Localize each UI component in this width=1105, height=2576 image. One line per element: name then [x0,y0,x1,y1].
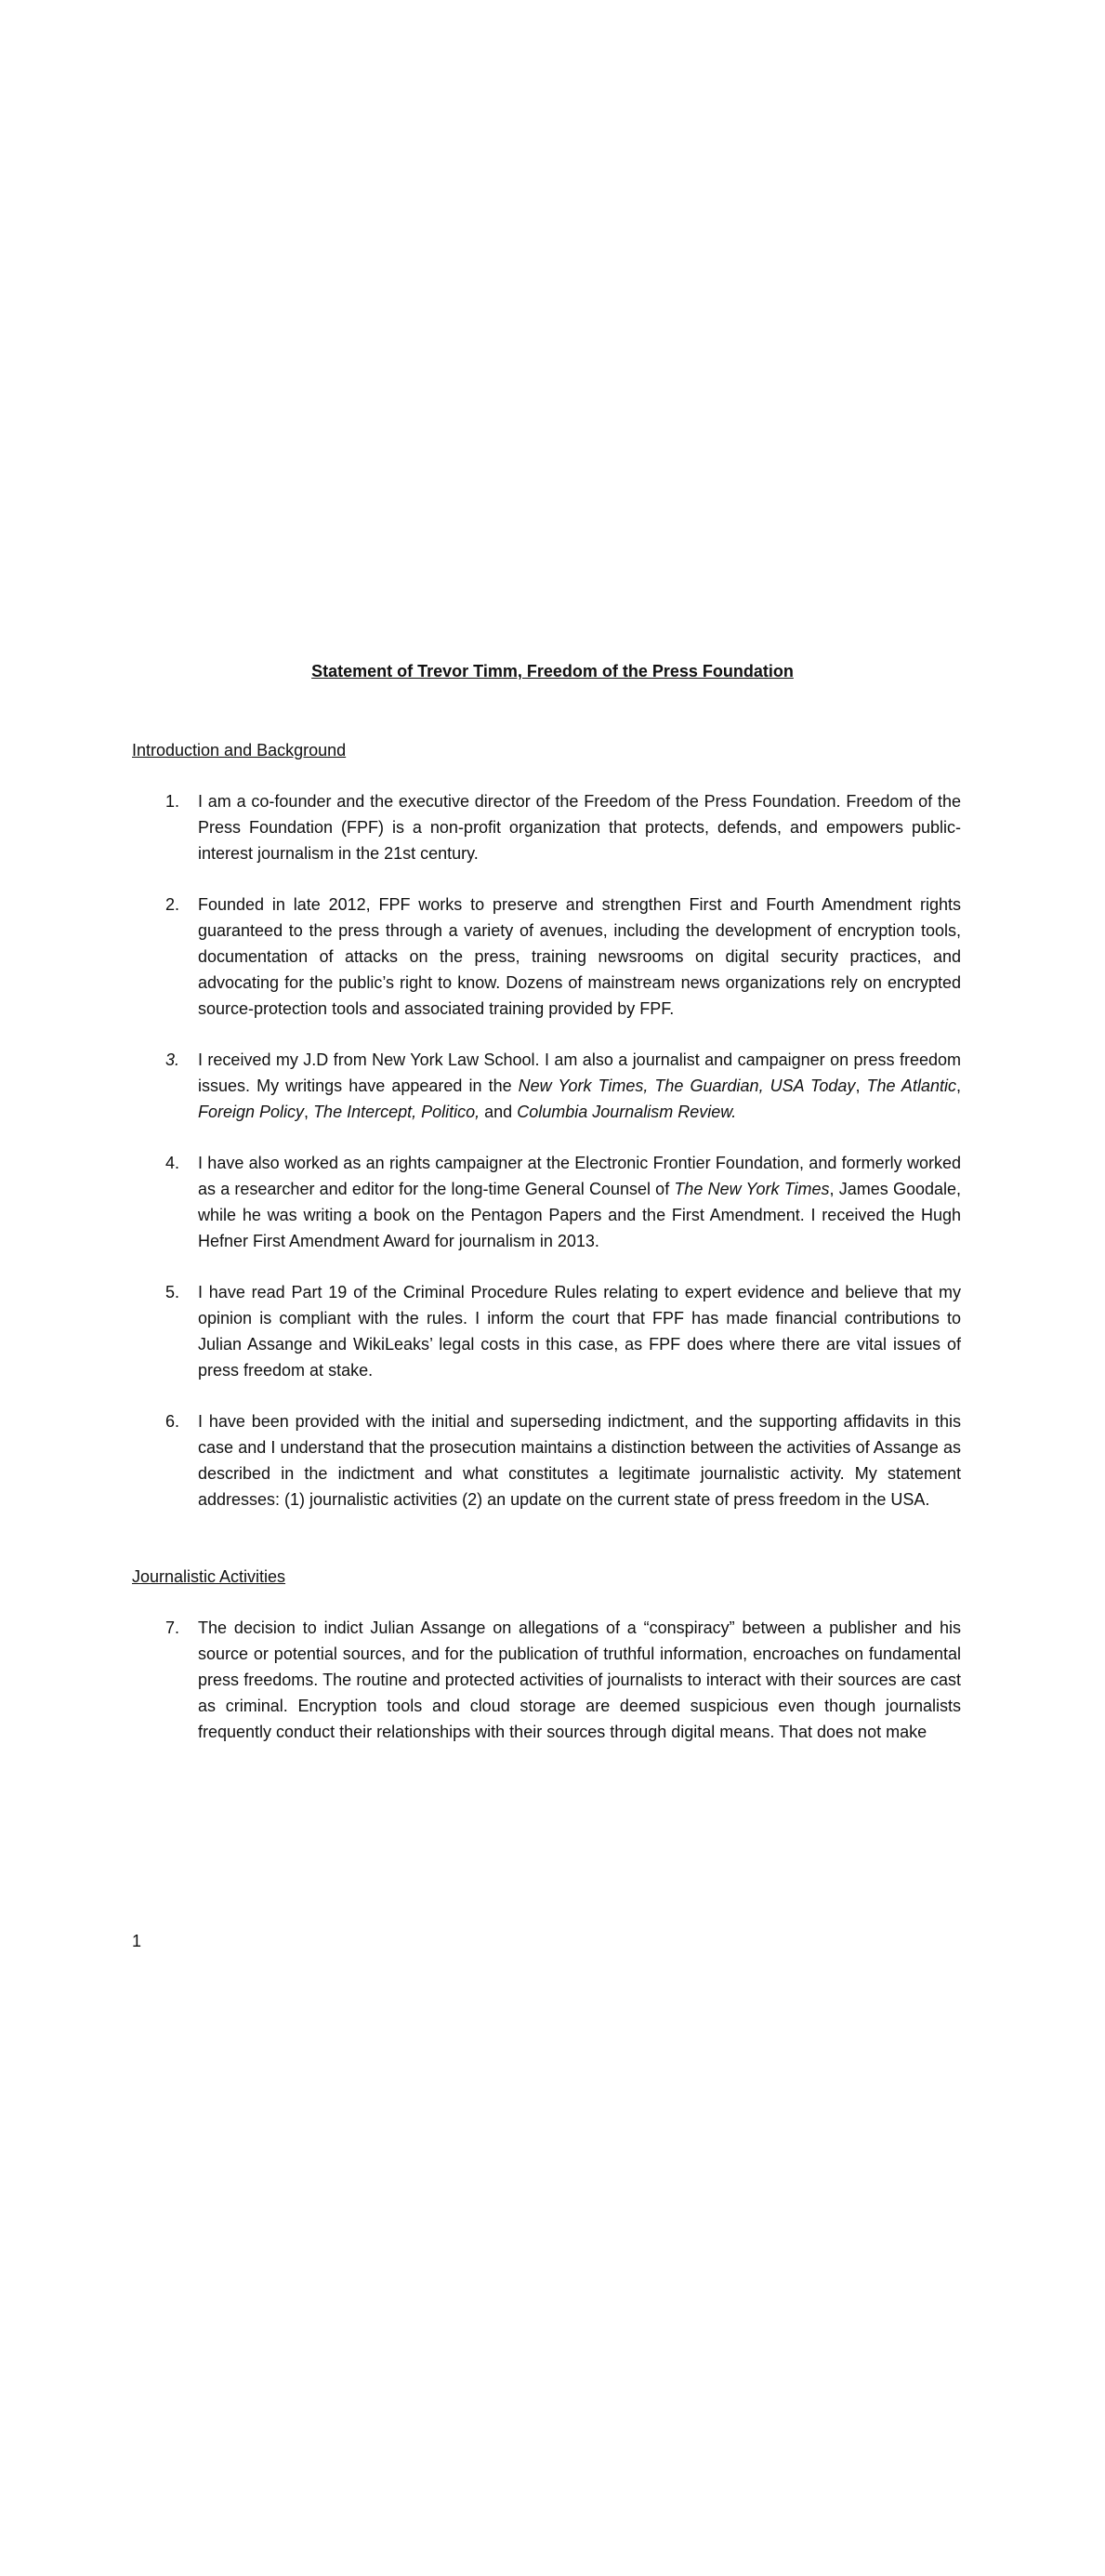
italic-text: The New York Times [674,1180,830,1198]
list-item [132,1047,961,1125]
paragraph-text: I have been provided with the initial and superseding indictment, and the supporting affidavits in this case and I understand that the prosecution maintains a distinction between the activities of Assange as described in the indictment and what constitutes a legitimate journalistic activity. My statement addresses: (1) journalistic activities (2) an update on the current state of press freedom in the USA. [198,1412,961,1509]
list-item [132,788,961,866]
item-number: 4. [165,1154,180,1172]
item-number: 1. [165,792,180,811]
item-number: 6. [165,1412,180,1431]
section-heading: Journalistic Activities [132,1567,286,1586]
paragraph-text: I am a co-founder and the executive director of the Freedom of the Press Foundation. Freedom of the Press Foundation (FPF) is a non-profit organization that protects, defends, and empowers public-interest journalism in the 21st century. [198,792,961,863]
list-item [132,1408,961,1513]
list-item [132,1615,961,1745]
section-heading: Introduction and Background [132,741,347,760]
paragraph-text: I have read Part 19 of the Criminal Procedure Rules relating to expert evidence and believe that my opinion is compliant with the rules. I inform the court that FPF has made financial contributions to Julian Assange and WikiLeaks’ legal costs in this case, as FPF does where there are vital issues of press freedom at stake. [198,1283,961,1380]
page-number: 1 [132,1932,142,1950]
list-item [132,1279,961,1383]
numbered-list [132,788,961,1513]
item-number: 3. [165,1050,180,1069]
paragraph-text: I have also worked as an rights campaigner at the Electronic Frontier Foundation, and formerly worked as a researcher and editor for the long-time General Counsel of [198,1154,961,1198]
list-item [132,892,961,1022]
numbered-list [132,1615,961,1745]
italic-text: Foreign Policy [198,1103,305,1121]
paragraph-text: , [955,1077,961,1095]
item-number: 5. [165,1283,180,1301]
document-body [132,737,961,1770]
italic-text: New York Times, The Guardian, USA Today [518,1077,856,1095]
paragraph-text: The decision to indict Julian Assange on allegations of a “conspiracy” between a publisher and his source or potential sources, and for the publication of truthful information, encroaches on fundamental press freedoms. The routine and protected activities of journalists to interact with their sources are cast as criminal. Encryption tools and cloud storage are deemed suspicious even though journalists frequently conduct their relationships with their sources through digital means. That does not make [198,1618,961,1741]
paragraph-text: , [304,1103,314,1121]
paragraph-text: , James Goodale, while he was writing a book on the Pentagon Papers and the First Amendment. I received the Hugh Hefner First Amendment Award for journalism in 2013. [198,1180,962,1250]
item-number: 2. [165,895,180,914]
document-title: Statement of Trevor Timm, Freedom of the Press Foundation [311,662,794,680]
paragraph-text: Founded in late 2012, FPF works to preserve and strengthen First and Fourth Amendment rights guaranteed to the press through a variety of avenues, including the development of encryption tools, documentation of attacks on the press, training newsrooms on digital security practices, and advocating for the public’s right to know. Dozens of mainstream news organizations rely on encrypted source-protection tools and associated training provided by FPF. [198,895,961,1018]
paragraph-text: and [480,1103,518,1121]
italic-text: The Atlantic [866,1077,956,1095]
italic-text: Columbia Journalism Review. [517,1103,737,1121]
paragraph-text: I received my J.D from New York Law School. I am also a journalist and campaigner on press freedom issues. My writings have appeared in the [198,1050,961,1095]
list-item [132,1150,961,1254]
item-number: 7. [165,1618,180,1637]
paragraph-text: , [855,1077,867,1095]
italic-text: The Intercept, Politico, [313,1103,480,1121]
